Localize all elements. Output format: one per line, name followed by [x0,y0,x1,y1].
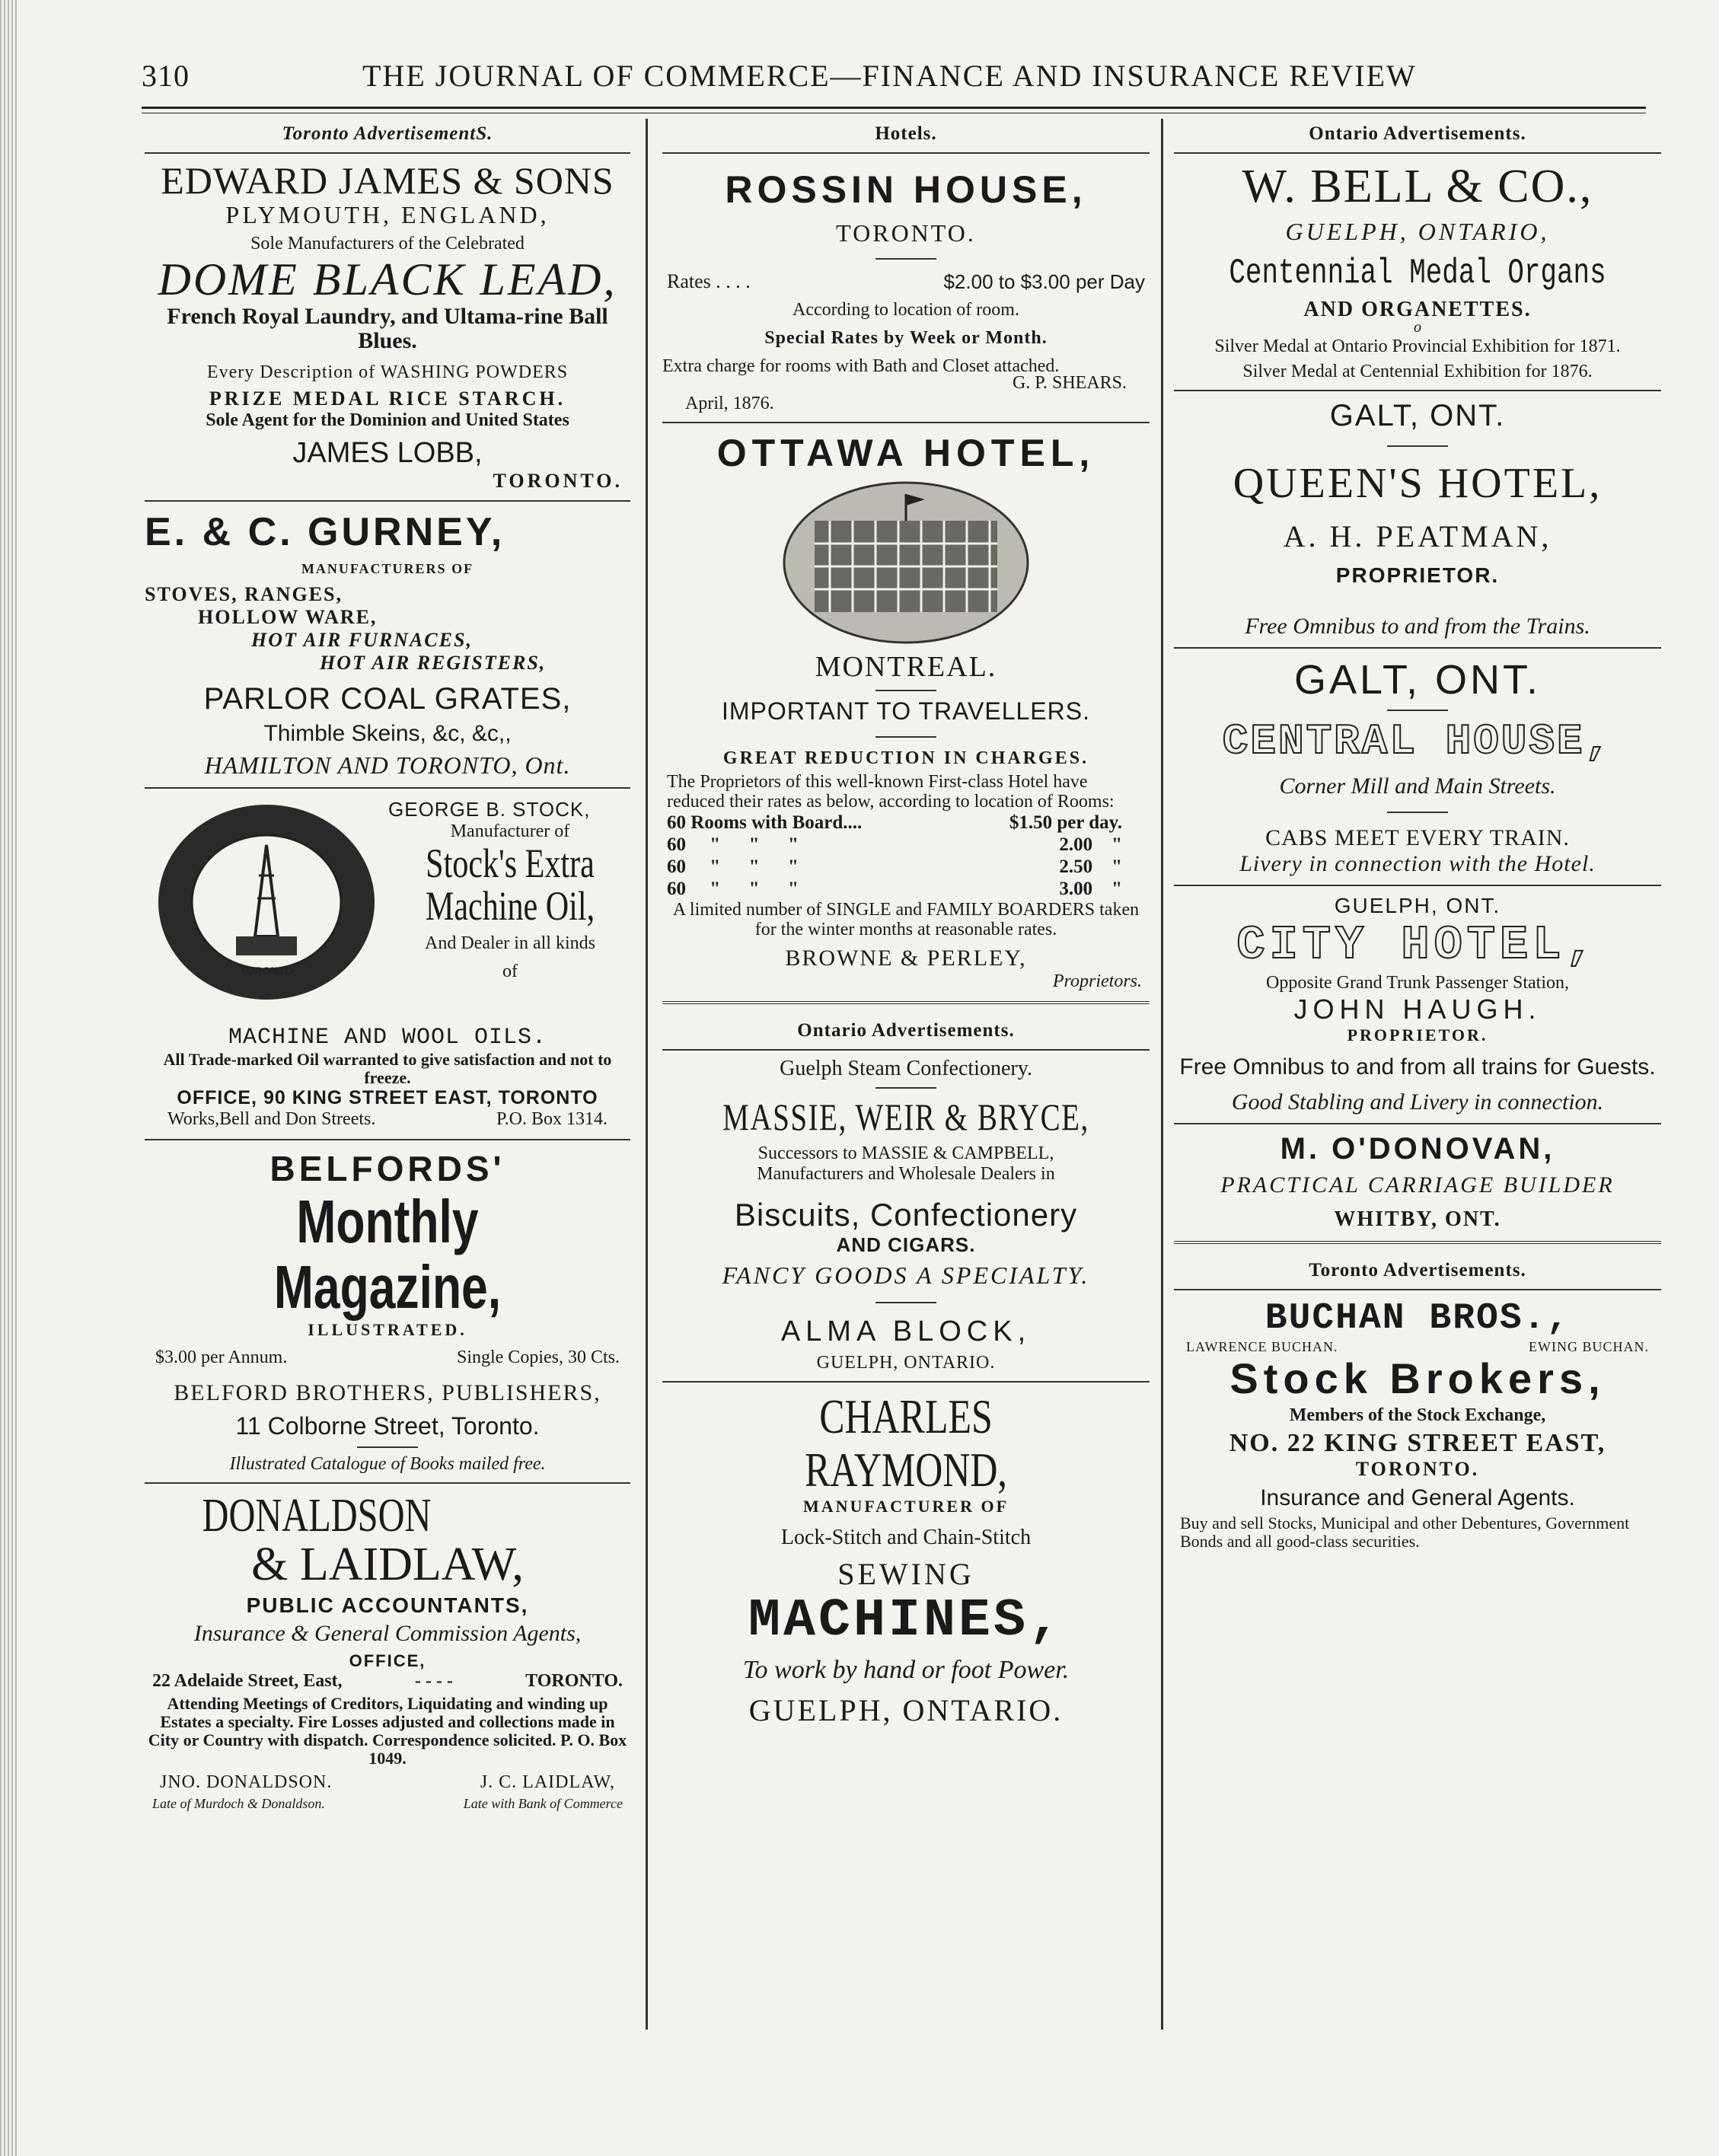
ad-text: Silver Medal at Centennial Exhibition for 1876. [1242,362,1593,381]
ad-text: Corner Mill and Main Streets. [1279,773,1556,799]
column-divider [1161,119,1163,2030]
stock-trademark-seal-icon [152,799,381,1005]
rate-label: 60 " " " [667,856,799,877]
ad-ottawa [662,431,1150,992]
ad-text: GEORGE B. STOCK, [388,798,591,821]
ad-text: Manufacturer of [450,821,570,841]
ad-text: Livery in connection with the Hotel. [1239,851,1596,876]
ad-text: GALT, ONT. [1293,657,1542,703]
ad-text: $2.00 to $3.00 per Day [943,270,1145,293]
ad-text: JNO. DONALDSON. [160,1772,333,1792]
ad-text: All Trade-marked Oil warranted to give satisfaction and not to freeze. [163,1050,612,1087]
ad-text: Special Rates by Week or Month. [764,328,1048,348]
ad-title: BUCHAN BROS., [1265,1298,1571,1339]
ad-text: Works,Bell and Don Streets. [167,1109,376,1129]
ad-title: W. BELL & CO., [1242,161,1593,212]
ad-title: Monthly Magazine, [273,1188,502,1321]
ad-text: TORONTO. [836,219,976,247]
divider [1174,1123,1661,1124]
ad-text: Silver Medal at Ontario Provincial Exhibition for 1871. [1214,336,1621,356]
ad-text: - - - - [414,1671,453,1691]
ad-text: BELFORD BROTHERS, PUBLISHERS, [174,1380,601,1405]
ad-title: OTTAWA HOTEL, [716,432,1096,474]
ad-text: Good Stabling and Livery in connection. [1231,1089,1604,1115]
ad-text: Successors to MASSIE & CAMPBELL, [757,1143,1054,1163]
ad-text: GUELPH, ONTARIO. [816,1353,996,1373]
divider [1174,390,1661,391]
ad-text: MANUFACTURER OF [802,1497,1009,1516]
ad-text: IMPORTANT TO TRAVELLERS. [722,697,1090,725]
ad-text: EWING BUCHAN. [1529,1339,1649,1354]
section-heading: Toronto AdvertisementS. [145,119,630,154]
ad-title: Stock's Extra [426,840,595,886]
binding-edge [0,0,17,2156]
ad-text: Manufacturers and Wholesale Dealers in [757,1164,1055,1184]
short-rule [875,690,936,691]
ad-text: Guelph Steam Confectionery. [780,1057,1032,1080]
ad-text: Buy and sell Stocks, Municipal and other Debentures, Government Bonds and all good-class securities. [1180,1513,1630,1551]
column-3 [1174,119,1661,2030]
ad-text: Free Omnibus to and from all trains for Guests. [1179,1054,1656,1080]
ad-text: Every Description of WASHING POWDERS [206,362,569,382]
rate-table [662,812,1150,900]
ad-text: OFFICE, [349,1651,426,1670]
rate-value: 2.50 " [1059,856,1122,877]
rate-row [667,878,1145,900]
ad-text: Illustrated Catalogue of Books mailed free. [229,1454,546,1474]
ad-text: April, 1876. [685,394,774,413]
ad-title: MACHINES, [748,1591,1064,1651]
short-rule [357,1446,418,1448]
ad-text: NO. 22 KING STREET EAST, [1229,1429,1606,1457]
ad-text: J. C. LAIDLAW, [480,1772,615,1792]
ad-product: DOME BLACK LEAD, [158,254,617,305]
ad-text: GREAT REDUCTION IN CHARGES. [722,748,1089,768]
ad-text: PROPRIETOR. [1335,563,1500,587]
ad-text: Attending Meetings of Creditors, Liquidating and winding up Estates a specialty. Fire Losses adjusted and collections made in City or Country with dispatch. Correspondence solicited. P. O. Box 1049. [148,1694,627,1768]
section-heading: Toronto Advertisements. [1174,1255,1661,1290]
short-rule [875,1302,936,1303]
short-rule [875,258,936,260]
column-divider [646,119,648,2030]
ad-bell [1174,160,1661,382]
ad-text: Insurance and General Agents. [1260,1485,1575,1510]
ad-title: Machine Oil, [425,883,595,929]
ad-title: & LAIDLAW, [251,1539,524,1590]
ad-text: PRIZE MEDAL RICE STARCH. [209,388,566,410]
rate-row [667,856,1145,878]
ad-text: AND ORGANETTES. [1303,298,1532,321]
ad-title: EDWARD JAMES & SONS [161,159,614,202]
ad-rossin [662,167,1150,414]
ad-text: ILLUSTRATED. [308,1320,467,1339]
short-rule [875,736,936,738]
ad-stock [145,796,630,1131]
hotel-engraving-icon [662,475,1150,650]
ad-text: ALMA BLOCK, [780,1316,1032,1348]
ad-text: HOT AIR FURNACES, [251,629,473,651]
ornament: o [1414,319,1421,336]
rate-label: 60 " " " [667,834,799,855]
ad-queens [1174,399,1661,639]
ad-text: P.O. Box 1314. [496,1109,608,1129]
ad-text: 11 Colborne Street, Toronto. [235,1412,540,1440]
ad-text: Opposite Grand Trunk Passenger Station, [1266,973,1569,993]
ad-title: Stock Brokers, [1229,1354,1606,1402]
ad-text: A limited number of SINGLE and FAMILY BOARDERS taken for the winter months at reasonable rates. [672,900,1140,939]
section-heading: Ontario Advertisements. [662,1016,1150,1051]
ad-massie [662,1057,1150,1373]
ad-text: Extra charge for rooms with Bath and Closet attached. [662,356,1060,376]
ad-text: Members of the Stock Exchange, [1289,1405,1546,1425]
ad-city-hotel [1174,894,1661,1115]
divider [1174,885,1661,886]
ad-text: GUELPH, ONTARIO, [1285,218,1550,245]
ad-text: Proprietors. [1052,971,1142,991]
ad-text: A. H. PEATMAN, [1283,519,1552,553]
ad-title: MASSIE, WEIR & BRYCE, [722,1096,1089,1138]
ad-text: Thimble Skeins, &c, &c,, [263,721,512,746]
page-number: 310 [142,59,190,93]
ad-donaldson [145,1491,630,1812]
ad-title: CITY HOTEL, [1236,918,1599,972]
ad-text: PARLOR COAL GRATES, [203,682,572,716]
ad-buchan [1174,1298,1661,1551]
ad-text: HOLLOW WARE, [198,606,378,628]
ad-text: PROPRIETOR. [1347,1025,1488,1045]
ad-text: To work by hand or foot Power. [742,1656,1070,1684]
ad-raymond [662,1390,1150,1728]
ad-text: BROWNE & PERLEY, [785,946,1027,971]
ad-text: Insurance & General Commission Agents, [193,1621,582,1646]
divider [1174,647,1661,649]
ad-gurney [145,509,630,780]
ad-text: GALT, ONT. [1329,399,1506,432]
ad-text: JOHN HAUGH. [1293,993,1542,1025]
ad-text: MANUFACTURERS OF [301,561,474,576]
divider [145,1482,630,1484]
ad-text: MONTREAL. [815,651,997,683]
page-header [142,53,1646,99]
ad-text: STOVES, RANGES, [145,583,343,605]
rate-row [667,834,1145,856]
ad-text: Sole Manufacturers of the Celebrated [250,234,525,254]
divider [145,500,630,502]
section-heading: Ontario Advertisements. [1174,119,1661,154]
ad-title: CHARLES RAYMOND, [805,1389,1007,1497]
ad-text: of [502,962,518,981]
ad-text: MACHINE AND WOOL OILS. [228,1025,547,1051]
ad-text: TORONTO. [525,1671,623,1691]
rate-label: 60 " " " [667,879,799,899]
ad-title: E. & C. GURNEY, [145,510,505,554]
ad-title: QUEEN'S HOTEL, [1233,460,1603,507]
ad-edward-james [145,160,630,493]
ad-central [1174,656,1661,877]
short-rule [875,1087,936,1089]
divider [145,787,630,789]
ad-text: Sole Agent for the Dominion and United States [206,410,569,430]
ad-odonovan [1174,1132,1661,1232]
ad-text: PRACTICAL CARRIAGE BUILDER [1220,1172,1615,1198]
ad-text: CABS MEET EVERY TRAIN. [1265,825,1570,850]
short-rule [1387,710,1448,711]
ad-text: Single Copies, 30 Cts. [456,1348,620,1367]
ad-text: Lock-Stitch and Chain-Stitch [780,1526,1032,1549]
ad-text: Free Omnibus to and from the Trains. [1245,614,1590,639]
ad-text: According to location of room. [793,300,1019,320]
ad-text: Late with Bank of Commerce [463,1796,623,1811]
ad-text: PUBLIC ACCOUNTANTS, [246,1593,529,1617]
ad-text: HOT AIR REGISTERS, [320,652,547,674]
ad-text: GUELPH, ONT. [1334,894,1501,917]
section-heading: Hotels. [662,119,1150,154]
rate-row [667,812,1145,834]
divider [662,1001,1150,1006]
rate-value: 2.00 " [1059,834,1122,855]
ad-text: TORONTO. [493,470,623,492]
ad-text: GUELPH, ONTARIO. [748,1693,1064,1727]
divider [145,1139,630,1140]
rate-value: 3.00 " [1059,879,1122,899]
ad-title: Centennial Medal Organs [1229,254,1606,293]
ad-text: JAMES LOBB, [292,437,483,469]
ad-text: SEWING [837,1557,974,1591]
journal-title: THE JOURNAL OF COMMERCE—FINANCE AND INSURANCE REVIEW [362,59,1417,93]
ad-title: ROSSIN HOUSE, [725,168,1087,211]
ad-text: Late of Murdoch & Donaldson. [152,1796,325,1811]
column-2 [662,119,1150,2030]
ad-text: Rates . . . . [667,270,751,292]
ad-text: And Dealer in all kinds [425,933,595,953]
ad-text: $3.00 per Annum. [155,1348,288,1367]
ad-text: FANCY GOODS A SPECIALTY. [722,1261,1090,1289]
rate-value: $1.50 per day. [1009,812,1122,833]
divider [662,422,1150,423]
ad-title: BELFORDS' [269,1149,505,1188]
ad-text: LAWRENCE BUCHAN. [1186,1339,1338,1354]
divider [662,1381,1150,1383]
column-1 [145,119,630,2030]
ad-text: AND CIGARS. [836,1233,976,1256]
divider [1174,1241,1661,1246]
ad-place: PLYMOUTH, ENGLAND, [225,201,550,228]
short-rule [1387,812,1448,813]
ad-title: CENTRAL HOUSE, [1222,717,1613,766]
ad-title: Biscuits, Confectionery [734,1197,1078,1233]
ad-text: 22 Adelaide Street, East, [152,1671,343,1691]
short-rule [1387,445,1448,447]
header-rule [142,107,1646,109]
ad-text: G. P. SHEARS. [1012,373,1127,393]
svg-text:TORONTO: TORONTO [240,965,293,977]
ad-text: HAMILTON AND TORONTO, Ont. [204,751,571,779]
ad-text: WHITBY, ONT. [1334,1207,1501,1231]
ad-title: M. O'DONOVAN, [1280,1132,1555,1166]
ad-title: DONALDSON [202,1490,432,1542]
ad-belford [145,1148,630,1475]
ad-text: French Royal Laundry, and Ultama-rine Ball Blues. [167,304,608,353]
ad-text: OFFICE, 90 KING STREET EAST, TORONTO [177,1087,598,1108]
ad-text: TORONTO. [1355,1458,1480,1480]
rate-label: 60 Rooms with Board.... [667,812,863,833]
ad-text: The Proprietors of this well-known First-class Hotel have reduced their rates as below, according to location of Rooms: [667,772,1115,812]
